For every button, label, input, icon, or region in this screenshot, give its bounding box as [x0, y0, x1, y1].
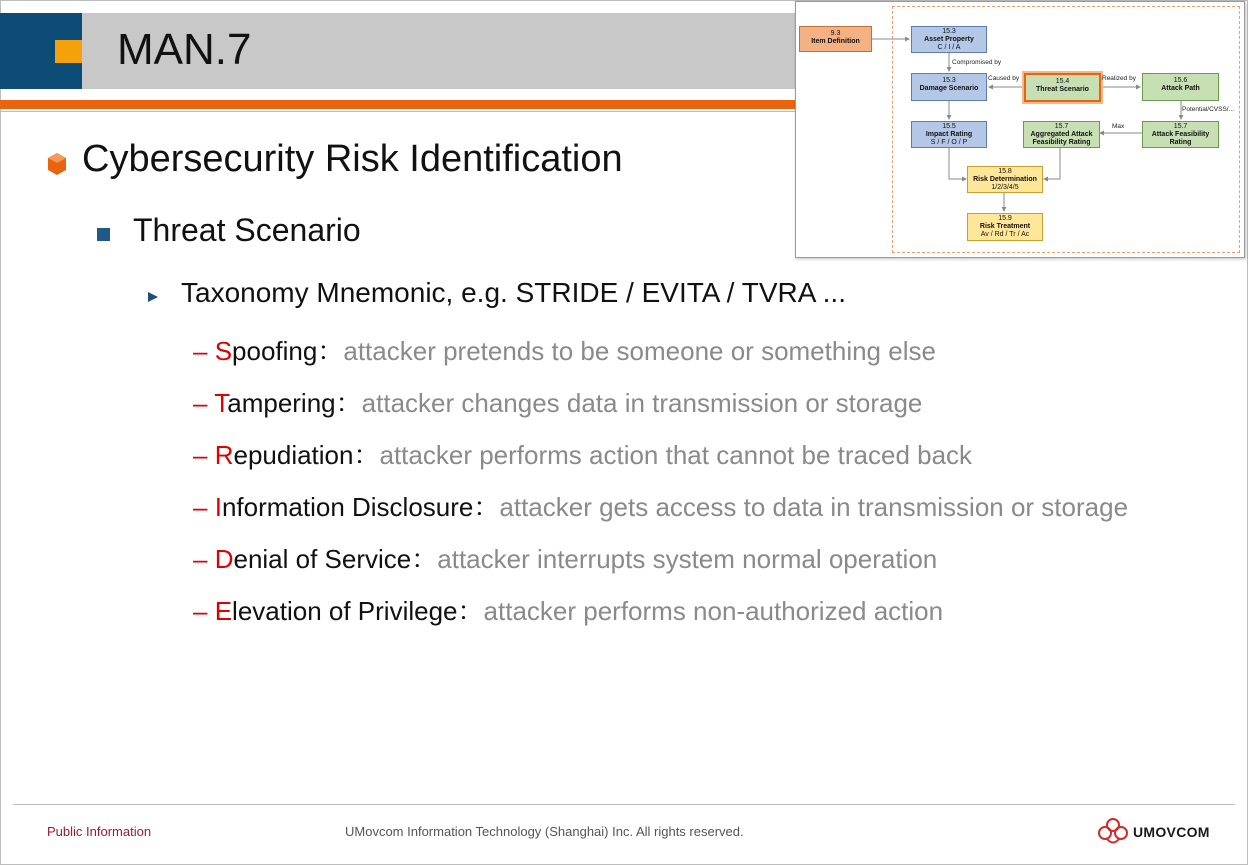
company-logo-text: UMOVCOM — [1133, 824, 1210, 840]
stride-letter: S — [214, 336, 233, 366]
node-aggregated-attack-feasibility: 15.7 Aggregated Attack Feasibility Rating — [1023, 121, 1100, 148]
triangle-bullet-icon — [148, 292, 158, 302]
stride-term: poofing — [232, 336, 318, 366]
stride-term: levation of Privilege — [232, 596, 458, 626]
edge-label-max: Max — [1112, 123, 1125, 130]
edge-label-potential: Potential/CVSS/... — [1182, 106, 1235, 113]
heading-level3: Taxonomy Mnemonic, e.g. STRIDE / EVITA / TVRA ... — [181, 277, 846, 308]
node-damage-scenario: 15.3 Damage Scenario — [911, 73, 987, 101]
stride-description: attacker interrupts system normal operation — [437, 544, 938, 574]
separator: ： — [473, 492, 500, 522]
stride-letter: R — [214, 440, 234, 470]
title-rule — [0, 100, 800, 109]
stride-description: attacker pretends to be someone or something else — [343, 336, 936, 366]
dash-marker: – — [193, 440, 208, 470]
stride-item-denial-of-service — [193, 539, 937, 576]
node-risk-determination: 15.8 Risk Determination 1/2/3/4/5 — [967, 166, 1043, 193]
stride-term: ampering — [227, 388, 336, 418]
stride-description: attacker changes data in transmission or storage — [361, 388, 923, 418]
stride-letter: I — [214, 492, 222, 522]
footer-copyright: UMovcom Information Technology (Shanghai) Inc. All rights reserved. — [345, 824, 744, 839]
stride-item-spoofing — [193, 331, 936, 368]
stride-description: attacker performs action that cannot be traced back — [379, 440, 973, 470]
stride-item-elevation-of-privilege — [193, 591, 943, 628]
dash-marker: – — [193, 544, 208, 574]
stride-term: nformation Disclosure — [221, 492, 474, 522]
heading-level2: Threat Scenario — [133, 212, 361, 248]
dash-marker: – — [193, 388, 208, 418]
slide-title: MAN.7 — [117, 25, 252, 74]
stride-description: attacker gets access to data in transmission or storage — [499, 492, 1129, 522]
node-item-definition: 9.3 Item Definition — [799, 26, 872, 52]
node-risk-treatment: 15.9 Risk Treatment Av / Rd / Tr / Ac — [967, 213, 1043, 241]
separator: ： — [335, 388, 362, 418]
tara-process-diagram — [795, 1, 1245, 258]
stride-item-information-disclosure — [193, 487, 1128, 524]
footer-rule — [13, 804, 1235, 805]
hexagon-bullet-icon — [47, 152, 67, 176]
stride-letter: D — [214, 544, 234, 574]
title-thin-rule — [0, 111, 800, 112]
node-threat-scenario: 15.4 Threat Scenario — [1024, 73, 1101, 102]
edge-label-realized-by: Realized by — [1102, 75, 1136, 82]
node-asset-property: 15.3 Asset Property C / I / A — [911, 26, 987, 53]
dash-marker: – — [193, 596, 208, 626]
stride-term: enial of Service — [233, 544, 412, 574]
node-attack-feasibility-rating: 15.7 Attack Feasibility Rating — [1142, 121, 1219, 148]
edge-label-compromised-by: Compromised by — [952, 59, 1002, 66]
stride-letter: T — [214, 388, 228, 418]
stride-item-tampering — [193, 383, 922, 420]
stride-letter: E — [214, 596, 233, 626]
separator: ： — [457, 596, 484, 626]
separator: ： — [411, 544, 438, 574]
stride-item-repudiation — [193, 435, 972, 472]
stride-term: epudiation — [233, 440, 354, 470]
node-attack-path: 15.6 Attack Path — [1142, 73, 1219, 101]
square-bullet-icon — [97, 228, 110, 241]
company-logo-icon — [1097, 817, 1129, 847]
stride-description: attacker performs non-authorized action — [483, 596, 944, 626]
separator: ： — [317, 336, 344, 366]
heading-level1: Cybersecurity Risk Identification — [82, 138, 623, 180]
node-impact-rating: 15.5 Impact Rating S / F / O / P — [911, 121, 987, 148]
title-accent-square — [55, 40, 82, 63]
dash-marker: – — [193, 336, 208, 366]
separator: ： — [353, 440, 380, 470]
dash-marker: – — [193, 492, 208, 522]
footer-classification: Public Information — [47, 824, 152, 839]
edge-label-caused-by: Caused by — [988, 75, 1020, 82]
